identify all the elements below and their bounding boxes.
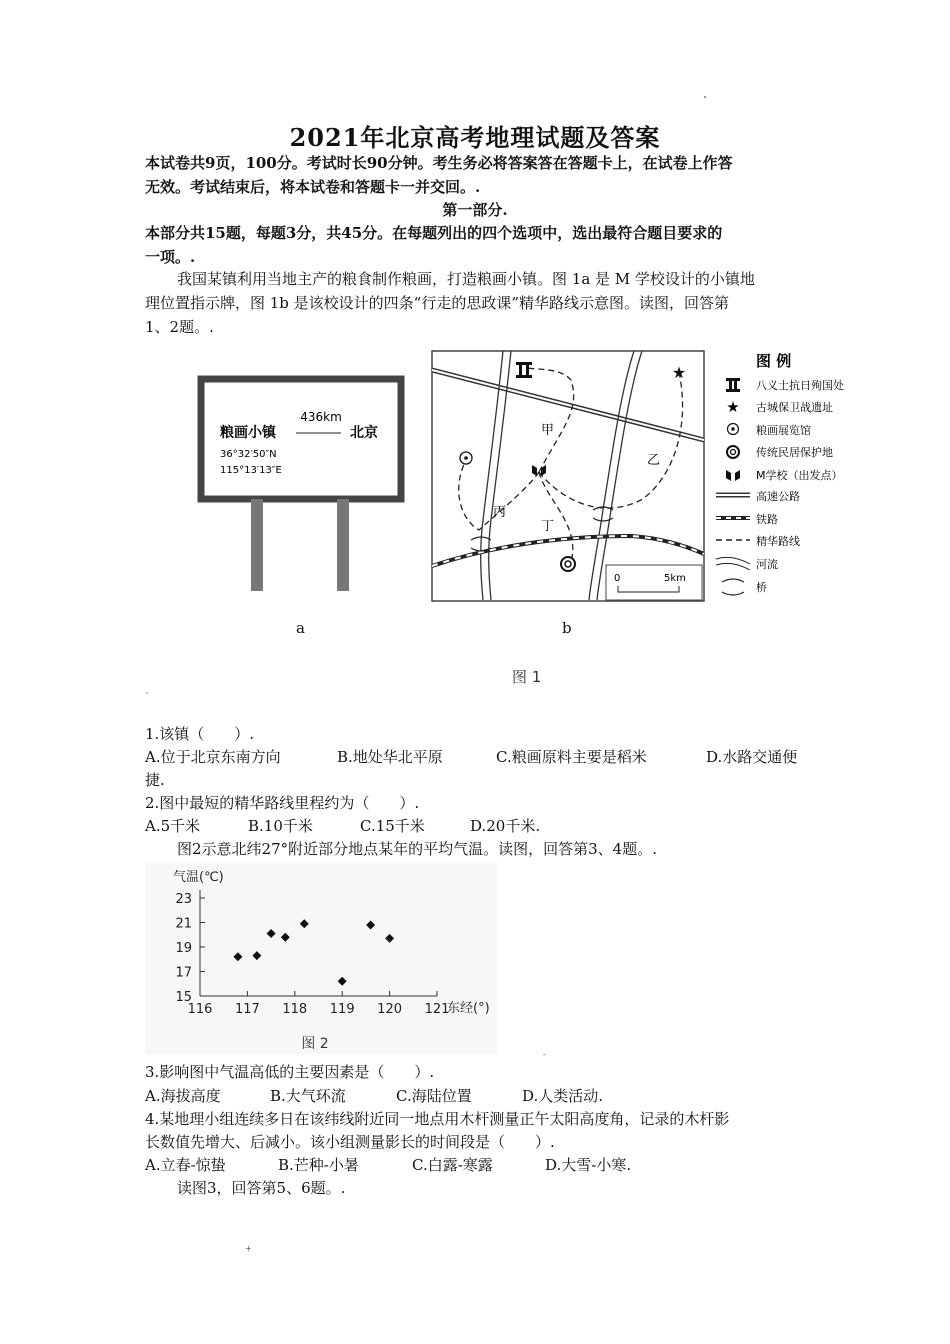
chart-y-tick-label: 17 [175,965,192,981]
q2-option-b: B.10千米 [248,817,313,835]
chart-x-tick-label: 118 [282,1002,308,1017]
map-label-bing: 丙 [493,505,507,520]
q1-option-a: A.位于北京东南方向 [145,748,281,766]
legend-label-9: 河流 [756,558,778,571]
q2-option-a: A.5千米 [145,817,201,835]
figure-1-legend [712,344,872,606]
chart-x-tick-label: 116 [187,1002,213,1017]
figure-1b-map [431,350,706,602]
scale-dist: 5km [664,573,686,584]
legend-memorial-icon [726,378,740,392]
q3-option-d: D.人类活动. [522,1087,604,1105]
legend-label-7: 铁路 [756,513,778,526]
stray-mark-fig2: - [543,1050,546,1059]
q2-option-c: C.15千米 [360,817,425,835]
q4-option-d: D.大雪-小寒. [545,1156,632,1174]
q3-option-a: A.海拔高度 [145,1087,221,1105]
sign-post-left [251,499,263,591]
q4-options [145,1154,631,1175]
legend-label-10: 桥 [756,581,767,594]
q2-option-d: D.20千米. [470,817,541,835]
q1-option-d-cont: 捷. [145,771,165,789]
figure-1a-sign [195,375,410,595]
legend-label-1: 八义士抗日殉国处 [756,379,844,392]
map-label-yi: 乙 [647,453,661,468]
q1-stem: 1.该镇（ ）. [145,725,255,743]
legend-school-icon [726,470,740,481]
intro-line-1: 本试卷共9页，100分。考试时长90分钟。考生务必将答案答在答题卡上，在试卷上作答 [145,154,733,172]
figure-1-caption: 图 1 [512,668,542,686]
star-symbol: ★ [671,363,687,382]
sign-post-right [337,499,349,591]
passage1-line-1: 我国某镇利用当地主产的粮食制作粮画，打造粮画小镇。图 1a 是 M 学校设计的小镇地 [177,270,755,288]
q4-option-c: C.白露-寒露 [412,1156,493,1174]
q4-option-a: A.立春-惊蛰 [145,1156,226,1174]
passage3: 读图3，回答第5、6题。. [177,1179,346,1197]
chart-y-tick-label: 21 [175,916,192,932]
sign-lat: 36°32′50″N [220,449,277,460]
q1-option-b: B.地处华北平原 [337,748,443,766]
legend-label-3: 粮画展览馆 [756,424,811,437]
page-title: 2021年北京高考地理试题及答案 [289,123,661,152]
stray-mark-top: ˚ [703,96,707,105]
passage1-line-2: 理位置指示牌，图 1b 是该校设计的四条“行走的思政课”精华路线示意图。读图，回答第 [145,294,730,312]
figure-1a-label: a [296,619,305,637]
chart-title: 图 2 [301,1036,329,1052]
dot-circle-center [464,456,468,460]
chart-x-tick-label: 121 [424,1002,450,1017]
sign-from: 粮画小镇 [220,425,276,441]
legend-label-6: 高速公路 [756,490,800,503]
passage1-line-3: 1、2题。. [145,318,214,336]
q3-option-b: B.大气环流 [270,1087,346,1105]
legend-title: 图 例 [756,352,792,370]
legend-river-icon [716,557,750,570]
chart-background [145,862,497,1054]
q1-option-c: C.粮画原料主要是稻米 [496,748,647,766]
legend-star-icon: ★ [726,398,740,416]
figure-1b-label: b [562,619,572,637]
stray-mark-fig1: ˘ [145,692,149,701]
sign-distance: 436km [300,410,342,424]
q3-stem: 3.影响图中气温高低的主要因素是（ ）. [145,1063,435,1081]
chart-y-tick-label: 23 [175,892,192,907]
legend-label-2: 古城保卫战遗址 [756,401,833,414]
q2-stem: 2.图中最短的精华路线里程约为（ ）. [145,794,420,812]
q4-line-2: 长数值先增大、后减小。该小组测量影长的时间段是（ ）. [145,1133,555,1151]
intro-line-2: 无效。考试结束后，将本试卷和答题卡一并交回。. [145,178,481,196]
legend-label-4: 传统民居保护地 [756,446,833,459]
map-label-jia: 甲 [541,423,555,438]
q3-option-c: C.海陆位置 [396,1087,472,1105]
legend-label-8: 精华路线 [756,535,800,548]
part-heading: 第一部分. [442,201,508,219]
legend-label-5: M学校（出发点） [756,469,843,482]
part-desc-line-2: 一项。. [145,248,196,266]
legend-double-circle-inner [731,450,736,455]
q2-options [145,815,540,836]
chart-x-tick-label: 117 [234,1002,260,1017]
figure-2-chart [145,862,497,1054]
chart-y-tick-label: 19 [175,941,192,956]
q1-options [145,746,797,767]
part-desc-line-1: 本部分共15题，每题3分，共45分。在每题列出的四个选项中，选出最符合题目要求的 [145,224,723,242]
passage2: 图2示意北纬27°附近部分地点某年的平均气温。读图，回答第3、4题。. [177,840,657,858]
double-circle-inner [565,561,571,567]
q1-option-d: D.水路交通便 [706,748,798,766]
chart-y-tick-label: 15 [175,990,192,1005]
legend-dot-circle-center [731,427,734,430]
legend-bridge-icon [722,579,744,595]
q4-option-b: B.芒种-小暑 [278,1156,359,1174]
q4-line-1: 4.某地理小组连续多日在该纬线附近同一地点用木杆测量正午太阳高度角，记录的木杆影 [145,1110,730,1128]
chart-xlabel: 东经(°) [447,1001,490,1016]
chart-x-tick-label: 120 [377,1002,403,1017]
sign-to: 北京 [350,425,378,441]
chart-x-tick-label: 119 [329,1002,355,1017]
sign-lon: 115°13′13″E [220,465,282,476]
q3-options [145,1085,603,1106]
map-label-ding: 丁 [541,519,555,534]
scale-zero: 0 [614,573,621,584]
stray-mark-bottom: + [245,1244,252,1253]
chart-ylabel: 气温(℃) [173,870,224,885]
scale-box [606,565,702,600]
